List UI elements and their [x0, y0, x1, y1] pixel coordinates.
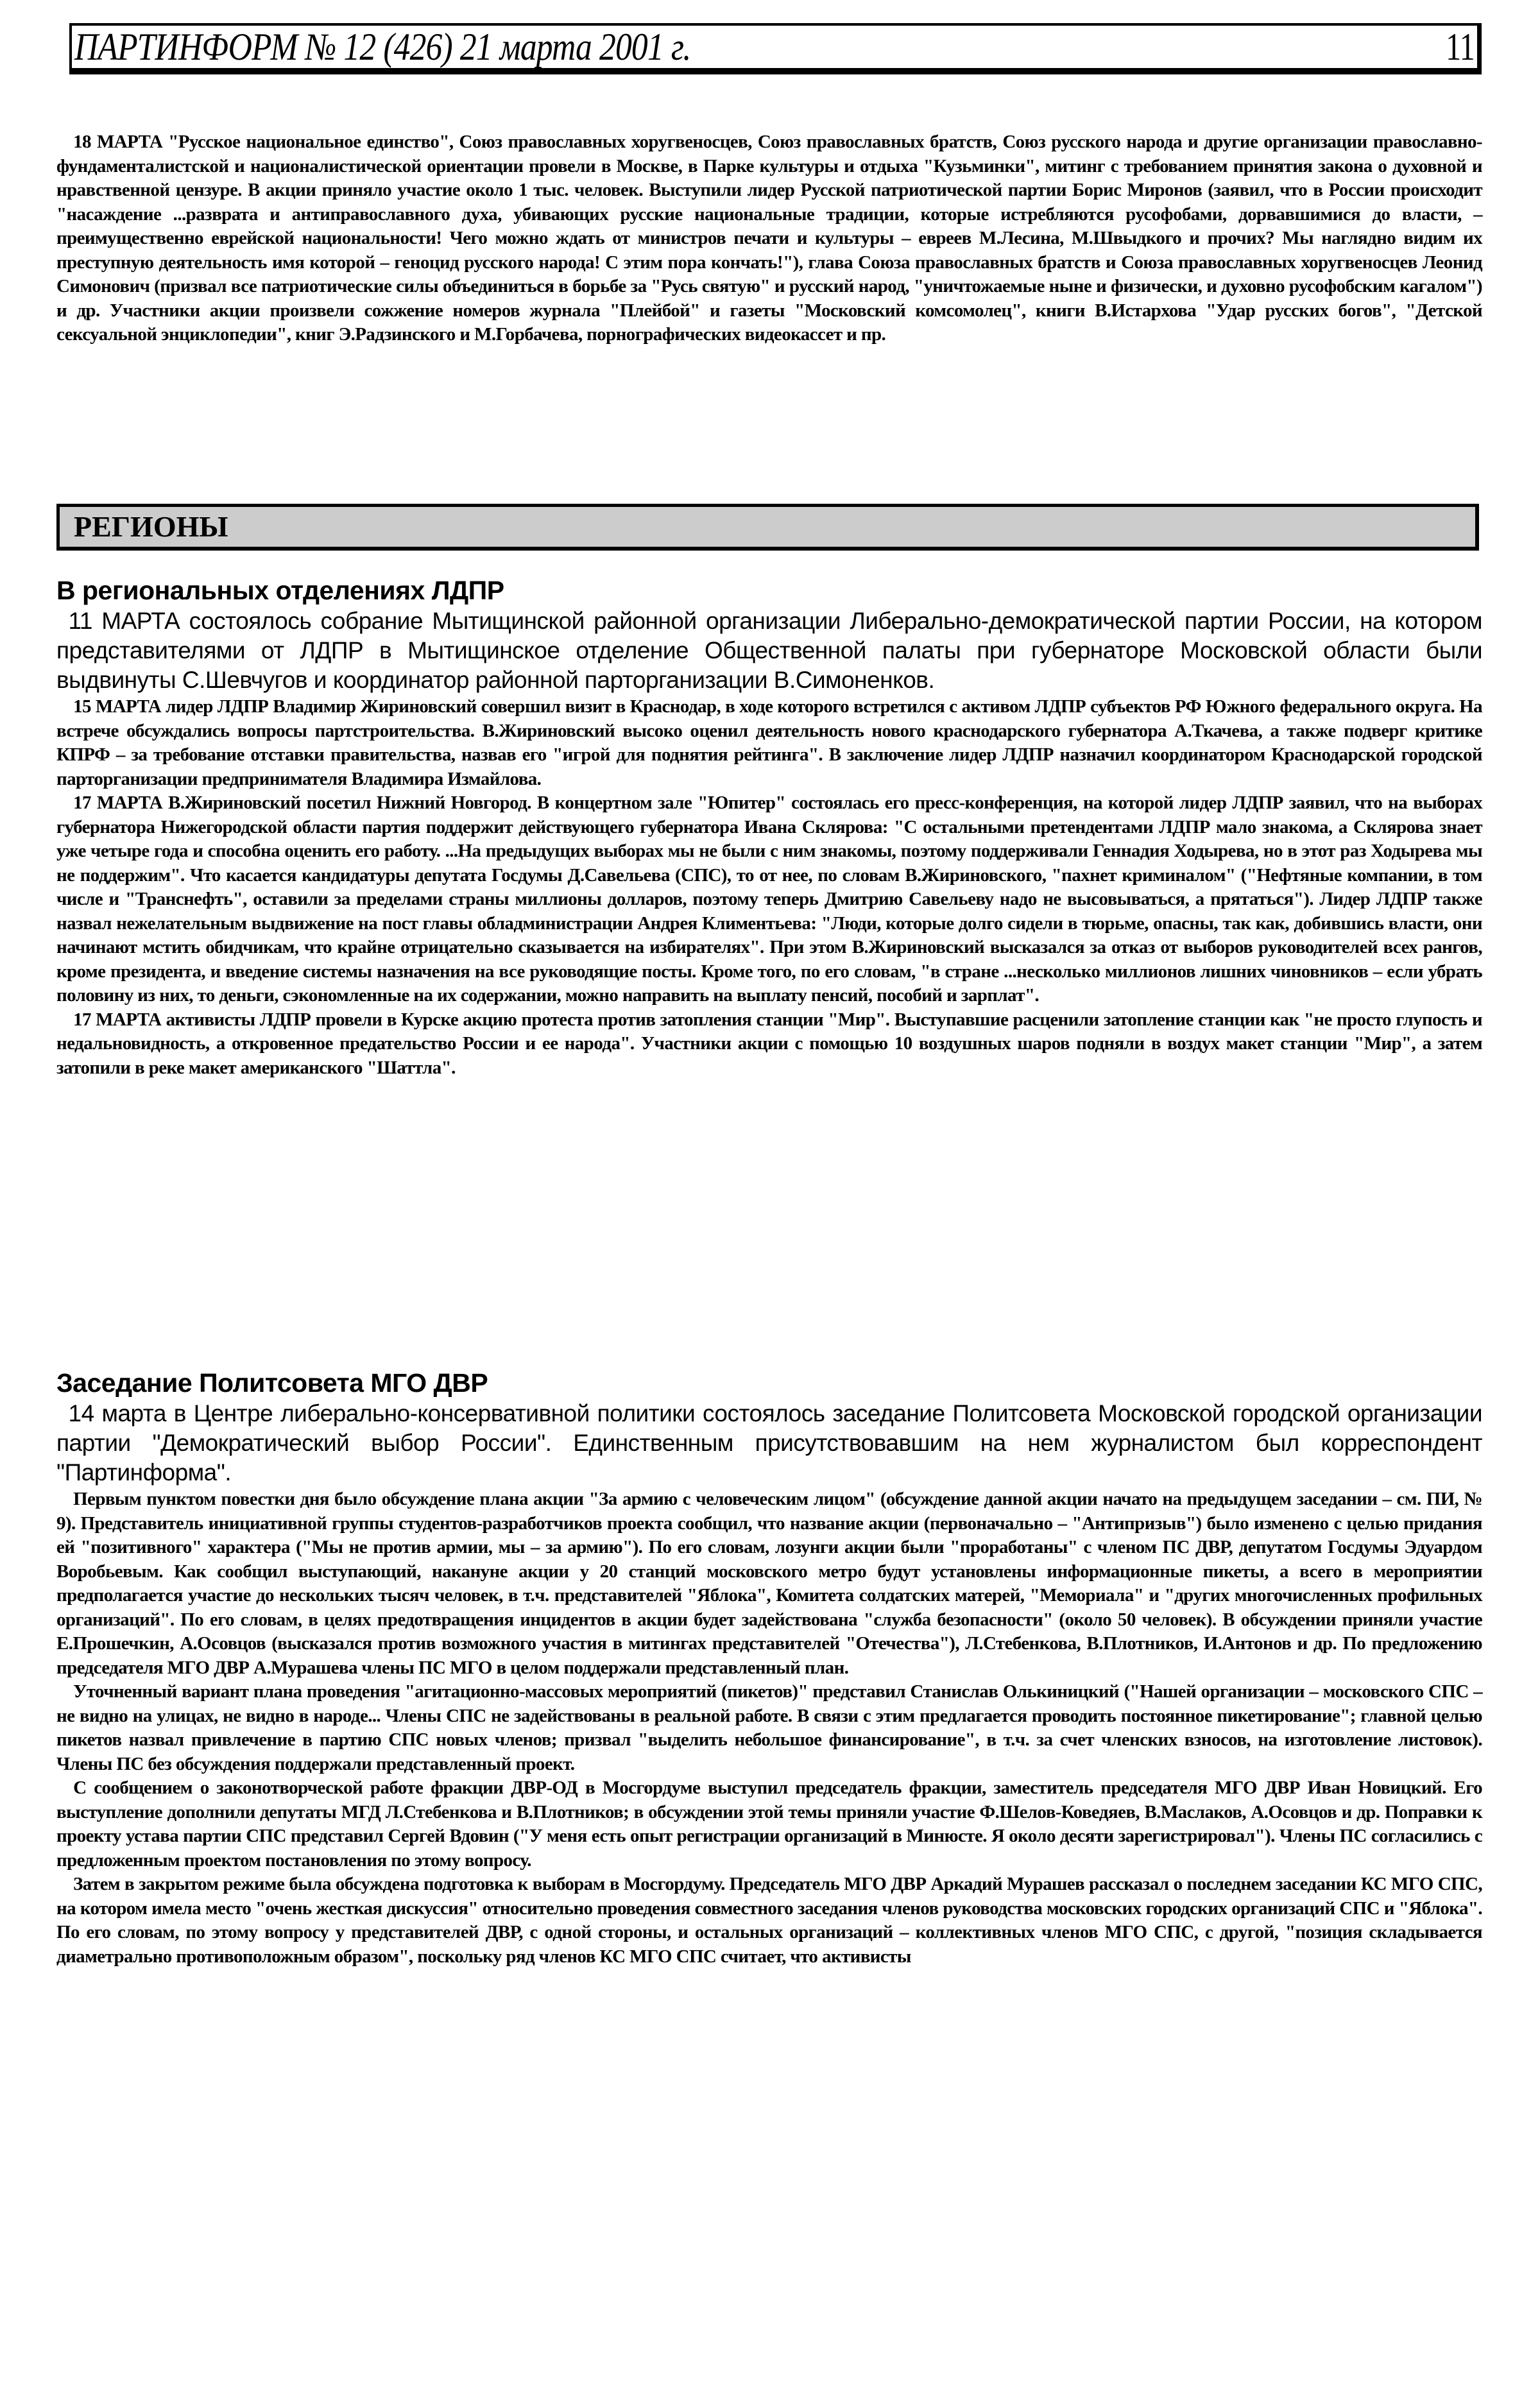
article-dvr: [56, 1367, 1482, 1969]
news-paragraph: 18 МАРТА "Русское национальное единство", Союз православных хоругвеносцев, Союз православных братств, Союз русского народа и другие организации православно-фундаменталистской и националистической ориентации провели в Москве, в Парке культуры и отдыха "Кузьминки", митинг с требованием принятия закона о духовной и нравственной цензуре. В акции приняло участие около 1 тыс. человек. Выступили лидер Русской патриотической партии Борис Миронов (заявил, что в России происходит "насаждение ...разврата и антиправославного духа, убивающих русские национальные традиции, которые истребляются русофобами, дорвавшимися до власти, – преимущественно еврейской национальности! Чего можно ждать от министров печати и культуры – евреев М.Лесина, М.Швыдкого и прочих? Мы наглядно видим их преступную деятельность имя которой – геноцид русского народа! С этим пора кончать!"), глава Союза православных братств и Союза православных хоругвеносцев Леонид Симонович (призвал все патриотические силы объединиться в борьбе за "Русь святую" и русский народ, "уничтожаемые ныне и физически, и духовно русофобским кагалом") и др. Участники акции произвели сожжение номеров журнала "Плейбой" и газеты "Московский комсомолец", книги В.Истархова "Удар русских богов", "Детской сексуальной энциклопедии", книг Э.Радзинского и М.Горбачева, порнографических видеокассет и пр.: [56, 132, 1482, 345]
section-banner: [56, 504, 1479, 551]
article-intro: [56, 1399, 1482, 1487]
news-paragraph: С сообщением о законотворческой работе фракции ДВР-ОД в Мосгордуме выступил председатель фракции, заместитель председателя МГО ДВР Иван Новицкий. Его выступление дополнили депутаты МГД Л.Стебенкова и В.Плотников; в обсуждении этой темы приняли участие Ф.Шелов-Коведяев, В.Маслаков, А.Осовцов и др. Поправки к проекту устава партии СПС представил Сергей Вдовин ("У меня есть опыт регистрации организаций в Минюсте. Я около десяти зарегистрировал"). Члены ПС согласились с предложенным проектом постановления по этому вопросу.: [56, 1778, 1482, 1871]
news-paragraph: 17 МАРТА активисты ЛДПР провели в Курске акцию протеста против затопления станции "Мир". Выступавшие расценили затопление станции как "не просто глупость и недальновидность, а откровенное предательство России и ее народа". Участники акции с помощью 10 воздушных шаров подняли в воздух макет станции "Мир", а затем затопили в реке макет американского "Шаттла".: [56, 1009, 1482, 1078]
intro-paragraph: 14 марта в Центре либерально-консервативной политики состоялось заседание Политсовета Московской городской организации партии "Демократический выбор России". Единственным присутствовавшим на нем журналистом был корреспондент "Партинформа".: [56, 1400, 1482, 1486]
publication-title: ПАРТИНФОРМ № 12 (426) 21 марта 2001 г.: [74, 26, 691, 68]
news-paragraph: 15 МАРТА лидер ЛДПР Владимир Жириновский совершил визит в Краснодар, в ходе которого встретился с активом ЛДПР субъектов РФ Южного федерального округа. На встрече обсуждались вопросы партстроительства. В.Жириновский высоко оценил деятельность нового краснодарского губернатора А.Ткачева, а также подверг критике КПРФ – за требование отставки правительства, назвав его "игрой для поднятия рейтинга". В заключение лидер ЛДПР назначил координатором Краснодарской городской парторганизации предпринимателя Владимира Измайлова.: [56, 696, 1482, 789]
article-title: В региональных отделениях ЛДПР: [56, 576, 504, 605]
article-ldpr: [56, 574, 1482, 1080]
article-intro: [56, 606, 1482, 695]
article-body: [56, 695, 1482, 1080]
section-title: РЕГИОНЫ: [74, 510, 228, 543]
page-number: 11: [1446, 26, 1475, 68]
top-news-item: [56, 130, 1482, 347]
masthead: [69, 23, 1482, 74]
article-title: Заседание Политсовета МГО ДВР: [56, 1368, 488, 1398]
intro-paragraph: 11 МАРТА состоялось собрание Мытищинской районной организации Либерально-демократической партии России, на котором представителями от ЛДПР в Мытищинское отделение Общественной палаты при губернаторе Московской области были выдвинуты С.Шевчугов и координатор районной парторганизации В.Симоненков.: [56, 608, 1482, 693]
news-paragraph: Затем в закрытом режиме была обсуждена подготовка к выборам в Мосгордуму. Председатель МГО ДВР Аркадий Мурашев рассказал о последнем заседании КС МГО СПС, на котором имела место "очень жесткая дискуссия" относительно проведения совместного заседания членов руководства московских городских организаций СПС и "Яблока". По его словам, по этому вопросу у представителей ДВР, с одной стороны, и остальных организаций – коллективных членов МГО СПС, с другой, "позиция складывается диаметрально противоположным образом", поскольку ряд членов КС МГО СПС считает, что активисты: [56, 1874, 1482, 1967]
news-paragraph: Первым пунктом повестки дня было обсуждение плана акции "За армию с человеческим лицом" (обсуждение данной акции начато на предыдущем заседании – см. ПИ, № 9). Представитель инициативной группы студентов-разработчиков проекта сообщил, что название акции (первоначально – "Антипризыв") было изменено с целью придания ей "позитивного" характера ("Мы не против армии, мы – за армию"). По его словам, лозунги акции были "проработаны" с членом ПС ДВР, депутатом Госдумы Эдуардом Воробьевым. Как сообщил выступающий, накануне акции у 20 станций московского метро будут установлены информационные пикеты, а всего в мероприятии предполагается участие до нескольких тысяч человек, в т.ч. представителей "Яблока", Комитета солдатских матерей, "Мемориала" и "других многочисленных профильных организаций". По его словам, в целях предотвращения инцидентов в акции будет задействована "служба безопасности" (около 50 человек). В обсуждении приняли участие Е.Прошечкин, А.Осовцов (высказался против возможного участия в митингах представителей "Отечества"), Л.Стебенкова, В.Плотников, И.Антонов и др. По предложению председателя МГО ДВР А.Мурашева члены ПС МГО в целом поддержали представленный план.: [56, 1489, 1482, 1678]
news-paragraph: 17 МАРТА В.Жириновский посетил Нижний Новгород. В концертном зале "Юпитер" состоялась его пресс-конференция, на которой лидер ЛДПР заявил, что на выборах губернатора Нижегородской области партия поддержит действующего губернатора Ивана Склярова: "С остальными претендентами ЛДПР мало знакома, а Склярова знает уже четыре года и способна оценить его работу. ...На предыдущих выборах мы не были с ним знакомы, поэтому поддерживали Геннадия Ходырева, но в этот раз Ходырева мы не поддержим". Что касается кандидатуры депутата Госдумы Д.Савельева (СПС), то от нее, по словам В.Жириновского, "пахнет криминалом" ("Нефтяные компании, в том числе и "Транснефть", оставили за пределами страны миллионы долларов, поэтому теперь Дмитрию Савельеву надо не высовываться, а прятаться"). Лидер ЛДПР также назвал нежелательным выдвижение на пост главы обладминистрации Андрея Климентьева: "Люди, которые долго сидели в тюрьме, опасны, так как, добившись власти, они начинают мстить обидчикам, что крайне отрицательно сказывается на избирателях". При этом В.Жириновский высказался за отказ от выборов руководителей всех рангов, кроме президента, и введение системы назначения на все руководящие посты. Кроме того, по его словам, "в стране ...несколько миллионов лишних чиновников – если убрать половину из них, то деньги, сэкономленные на их содержании, можно направить на выплату пенсий, пособий и зарплат".: [56, 793, 1482, 1006]
news-paragraph: Уточненный вариант плана проведения "агитационно-массовых мероприятий (пикетов)" представил Станислав Олькиницкий ("Нашей организации – московского СПС – не видно на улицах, не видно в народе... Члены СПС не задействованы в реальной работе. В связи с этим предлагается проводить постоянное пикетирование"; главной целью пикетов назвал привлечение в партию СПС новых членов; призвал "выделить небольшое финансирование", в т.ч. за счет членских взносов, на изготовление листовок). Члены ПС без обсуждения поддержали представленный проект.: [56, 1681, 1482, 1774]
article-body: [56, 1487, 1482, 1969]
